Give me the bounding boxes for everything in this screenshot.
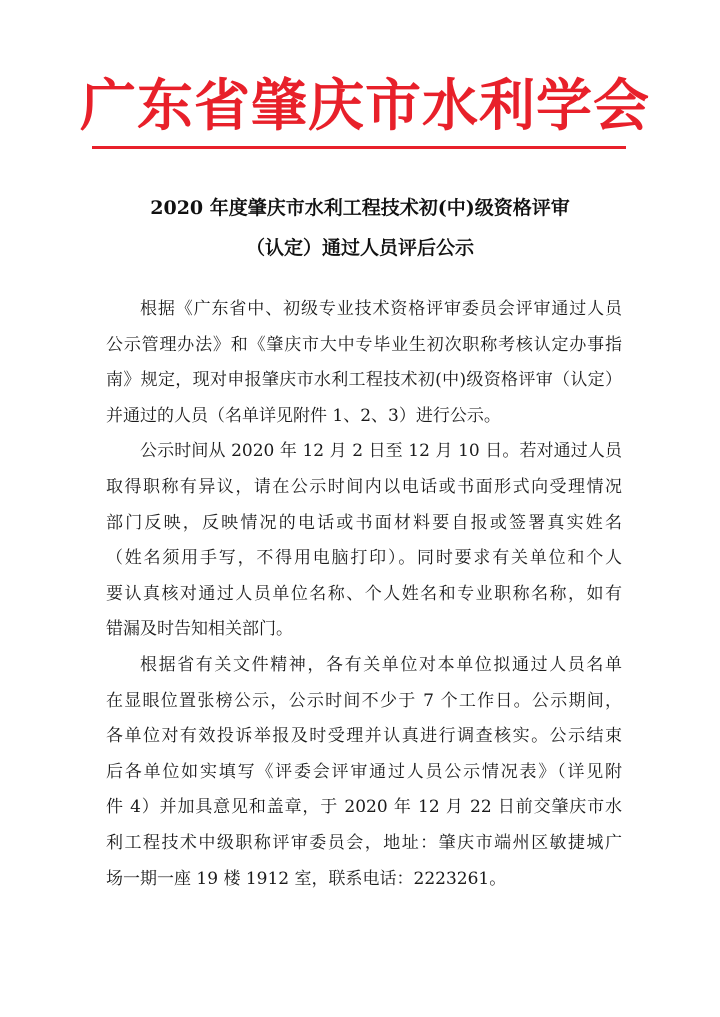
title-line-1: 2020 年度肇庆市水利工程技术初(中)级资格评审 (150, 197, 570, 219)
paragraph-3-line-4: 后各单位如实填写《评委会评审通过人员公示情况表》（详见附 (106, 761, 622, 782)
paragraph-2-line-5: 要认真核对通过人员单位名称、个人姓名和专业职称名称，如有 (106, 583, 622, 604)
paragraph-1-line-1: 根据《广东省中、初级专业技术资格评审委员会评审通过人员 (140, 299, 622, 319)
paragraph-1-line-4: 并通过的人员（名单详见附件 1、2、3）进行公示。 (106, 405, 501, 426)
paragraph-3-line-3: 各单位对有效投诉举报及时受理并认真进行调查核实。公示结束 (106, 726, 622, 747)
paragraph-2-line-4: （姓名须用手写，不得用电脑打印）。同时要求有关单位和个人 (106, 548, 622, 569)
paragraph-1-line-2: 公示管理办法》和《肇庆市大中专毕业生初次职称考核认定办事指 (106, 334, 622, 355)
paragraph-2-line-1: 公示时间从 2020 年 12 月 2 日至 12 月 10 日。若对通过人员 (140, 441, 622, 462)
document-body (106, 292, 622, 897)
paragraph-2-line-3: 部门反映，反映情况的电话或书面材料要自报或签署真实姓名 (106, 512, 622, 533)
title-line-2: （认定）通过人员评后公示 (245, 237, 474, 259)
organization-header: 广东省肇庆市水利学会 (80, 74, 650, 139)
paragraph-2-line-2: 取得职称有异议，请在公示时间内以电话或书面形式向受理情况 (106, 476, 622, 497)
paragraph-3-line-7: 场一期一座 19 楼 1912 室，联系电话：2223261。 (106, 868, 507, 889)
paragraph-2-line-6: 错漏及时告知相关部门。 (106, 619, 293, 640)
paragraph-3-line-1: 根据省有关文件精神，各有关单位对本单位拟通过人员名单 (140, 654, 622, 675)
header-red-rule (92, 146, 626, 149)
paragraph-3-line-6: 利工程技术中级职称评审委员会，地址：肇庆市端州区敏捷城广 (106, 832, 622, 853)
document-title (120, 188, 600, 268)
paragraph-3-line-2: 在显眼位置张榜公示，公示时间不少于 7 个工作日。公示期间， (106, 690, 622, 711)
paragraph-3-line-5: 件 4）并加具意见和盖章，于 2020 年 12 月 22 日前交肇庆市水 (106, 797, 622, 818)
paragraph-1-line-3: 南》规定，现对申报肇庆市水利工程技术初(中)级资格评审（认定） (106, 370, 622, 391)
